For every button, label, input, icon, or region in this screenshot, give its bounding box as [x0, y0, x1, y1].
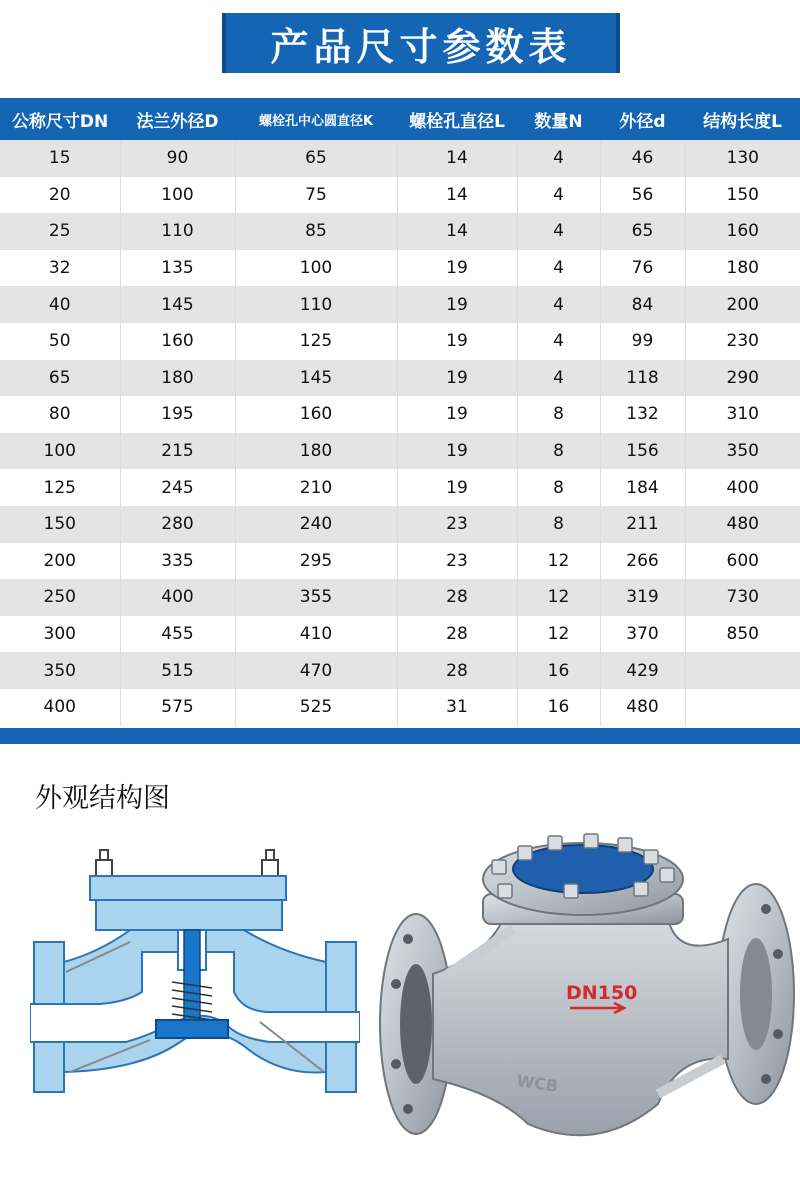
cell-outer-diameter: 56: [600, 177, 685, 214]
cell-bolt-circle-diameter: 160: [235, 396, 397, 433]
cell-bolt-hole-diameter: 23: [397, 506, 517, 543]
cell-bolt-quantity: 12: [517, 543, 600, 580]
table-row: [0, 506, 800, 543]
cell-nominal-size: 100: [0, 433, 120, 470]
table-row: [0, 543, 800, 580]
table-row: [0, 433, 800, 470]
table-header-row: [0, 98, 800, 140]
cell-bolt-circle-diameter: 125: [235, 323, 397, 360]
cell-bolt-hole-diameter: 19: [397, 469, 517, 506]
cell-nominal-size: 200: [0, 543, 120, 580]
cell-outer-diameter: 211: [600, 506, 685, 543]
cell-nominal-size: 50: [0, 323, 120, 360]
spec-table: [0, 98, 800, 726]
cell-bolt-hole-diameter: 14: [397, 213, 517, 250]
table-row: [0, 616, 800, 653]
marking-material-text: WCB: [515, 1071, 560, 1096]
table-row: [0, 213, 800, 250]
header-flange-diameter: 法兰外径D: [120, 98, 235, 140]
cell-bolt-quantity: 16: [517, 689, 600, 726]
cell-bolt-hole-diameter: 28: [397, 616, 517, 653]
cell-outer-diameter: 76: [600, 250, 685, 287]
cell-bolt-quantity: 16: [517, 652, 600, 689]
cell-bolt-circle-diameter: 240: [235, 506, 397, 543]
cell-bolt-quantity: 4: [517, 360, 600, 397]
cell-nominal-size: 25: [0, 213, 120, 250]
cell-outer-diameter: 266: [600, 543, 685, 580]
cell-bolt-quantity: 8: [517, 506, 600, 543]
cell-outer-diameter: 429: [600, 652, 685, 689]
cell-structure-length: 130: [685, 140, 800, 177]
table-row: [0, 250, 800, 287]
cell-structure-length: 600: [685, 543, 800, 580]
title-banner: [0, 0, 800, 80]
cell-bolt-circle-diameter: 85: [235, 213, 397, 250]
valve-product-photo: [378, 824, 798, 1184]
cell-bolt-circle-diameter: 180: [235, 433, 397, 470]
table-row: [0, 323, 800, 360]
cell-bolt-hole-diameter: 19: [397, 286, 517, 323]
cell-flange-diameter: 400: [120, 579, 235, 616]
cell-bolt-hole-diameter: 19: [397, 323, 517, 360]
cell-bolt-quantity: 4: [517, 213, 600, 250]
cell-bolt-quantity: 12: [517, 616, 600, 653]
cell-flange-diameter: 160: [120, 323, 235, 360]
table-row: [0, 396, 800, 433]
cell-nominal-size: 20: [0, 177, 120, 214]
cell-bolt-hole-diameter: 19: [397, 360, 517, 397]
cell-nominal-size: 65: [0, 360, 120, 397]
cell-flange-diameter: 145: [120, 286, 235, 323]
valve-cross-section-diagram: [30, 842, 360, 1102]
cell-bolt-quantity: 8: [517, 433, 600, 470]
cell-structure-length: 160: [685, 213, 800, 250]
header-nominal-size: 公称尺寸DN: [0, 98, 120, 140]
table-row: [0, 360, 800, 397]
cell-structure-length: 200: [685, 286, 800, 323]
cell-flange-diameter: 215: [120, 433, 235, 470]
cell-bolt-quantity: 12: [517, 579, 600, 616]
cell-bolt-quantity: 4: [517, 286, 600, 323]
cell-outer-diameter: 99: [600, 323, 685, 360]
cell-flange-diameter: 515: [120, 652, 235, 689]
cell-structure-length: 850: [685, 616, 800, 653]
cell-nominal-size: 300: [0, 616, 120, 653]
cell-structure-length: 180: [685, 250, 800, 287]
cell-bolt-circle-diameter: 145: [235, 360, 397, 397]
header-bolt-circle-diameter: 螺栓孔中心圆直径K: [235, 98, 397, 140]
cell-bolt-quantity: 4: [517, 250, 600, 287]
cell-outer-diameter: 132: [600, 396, 685, 433]
cell-outer-diameter: 65: [600, 213, 685, 250]
cell-flange-diameter: 245: [120, 469, 235, 506]
table-row: [0, 469, 800, 506]
cell-flange-diameter: 280: [120, 506, 235, 543]
cell-structure-length: 290: [685, 360, 800, 397]
cell-bolt-hole-diameter: 28: [397, 652, 517, 689]
cell-structure-length: 350: [685, 433, 800, 470]
cell-nominal-size: 80: [0, 396, 120, 433]
header-bolt-quantity: 数量N: [517, 98, 600, 140]
cell-nominal-size: 150: [0, 506, 120, 543]
cell-bolt-circle-diameter: 75: [235, 177, 397, 214]
cell-outer-diameter: 156: [600, 433, 685, 470]
cell-flange-diameter: 455: [120, 616, 235, 653]
cell-nominal-size: 250: [0, 579, 120, 616]
cell-outer-diameter: 319: [600, 579, 685, 616]
cell-structure-length: [685, 689, 800, 726]
cell-bolt-hole-diameter: 31: [397, 689, 517, 726]
cell-bolt-circle-diameter: 110: [235, 286, 397, 323]
cell-bolt-quantity: 8: [517, 469, 600, 506]
cell-bolt-quantity: 4: [517, 177, 600, 214]
cell-bolt-circle-diameter: 210: [235, 469, 397, 506]
cell-flange-diameter: 110: [120, 213, 235, 250]
marking-size-text: DN150: [566, 982, 638, 1004]
cell-bolt-hole-diameter: 23: [397, 543, 517, 580]
cell-bolt-quantity: 4: [517, 323, 600, 360]
cell-structure-length: 480: [685, 506, 800, 543]
cell-bolt-quantity: 8: [517, 396, 600, 433]
cell-nominal-size: 125: [0, 469, 120, 506]
cell-bolt-circle-diameter: 65: [235, 140, 397, 177]
cell-bolt-hole-diameter: 14: [397, 140, 517, 177]
cell-bolt-circle-diameter: 525: [235, 689, 397, 726]
section-title: 外观结构图: [35, 783, 170, 814]
cell-bolt-circle-diameter: 410: [235, 616, 397, 653]
cell-outer-diameter: 118: [600, 360, 685, 397]
cell-bolt-circle-diameter: 470: [235, 652, 397, 689]
cell-structure-length: 150: [685, 177, 800, 214]
cell-flange-diameter: 100: [120, 177, 235, 214]
header-structure-length: 结构长度L: [685, 98, 800, 140]
table-bottom-bar: [0, 728, 800, 744]
header-bolt-hole-diameter: 螺栓孔直径L: [397, 98, 517, 140]
table-row: [0, 177, 800, 214]
cell-bolt-hole-diameter: 28: [397, 579, 517, 616]
table-row: [0, 140, 800, 177]
table-row: [0, 286, 800, 323]
cell-bolt-hole-diameter: 14: [397, 177, 517, 214]
cell-outer-diameter: 46: [600, 140, 685, 177]
cell-structure-length: 310: [685, 396, 800, 433]
cell-structure-length: 230: [685, 323, 800, 360]
cell-outer-diameter: 370: [600, 616, 685, 653]
table-row: [0, 579, 800, 616]
cell-nominal-size: 15: [0, 140, 120, 177]
table-body: [0, 140, 800, 726]
cell-bolt-circle-diameter: 295: [235, 543, 397, 580]
cell-flange-diameter: 575: [120, 689, 235, 726]
cell-flange-diameter: 335: [120, 543, 235, 580]
page-title: 产品尺寸参数表: [222, 13, 620, 73]
cell-nominal-size: 32: [0, 250, 120, 287]
cell-nominal-size: 40: [0, 286, 120, 323]
cell-nominal-size: 350: [0, 652, 120, 689]
cell-flange-diameter: 135: [120, 250, 235, 287]
cell-bolt-circle-diameter: 355: [235, 579, 397, 616]
cell-structure-length: 730: [685, 579, 800, 616]
cell-bolt-hole-diameter: 19: [397, 433, 517, 470]
table-row: [0, 652, 800, 689]
cell-structure-length: 400: [685, 469, 800, 506]
header-outer-diameter: 外径d: [600, 98, 685, 140]
cell-flange-diameter: 90: [120, 140, 235, 177]
cell-outer-diameter: 480: [600, 689, 685, 726]
cell-outer-diameter: 84: [600, 286, 685, 323]
cell-structure-length: [685, 652, 800, 689]
cell-flange-diameter: 180: [120, 360, 235, 397]
cell-outer-diameter: 184: [600, 469, 685, 506]
cell-nominal-size: 400: [0, 689, 120, 726]
table-row: [0, 689, 800, 726]
cell-bolt-quantity: 4: [517, 140, 600, 177]
cell-bolt-hole-diameter: 19: [397, 250, 517, 287]
cell-bolt-hole-diameter: 19: [397, 396, 517, 433]
cell-flange-diameter: 195: [120, 396, 235, 433]
cell-bolt-circle-diameter: 100: [235, 250, 397, 287]
